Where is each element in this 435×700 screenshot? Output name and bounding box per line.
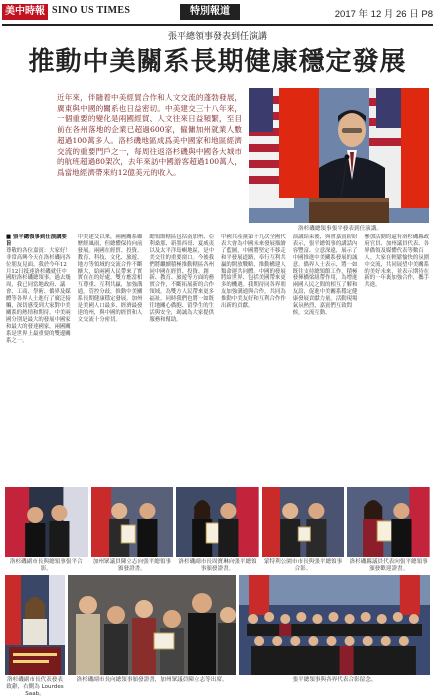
column-text: 尊敬的各位嘉賓：大家好！非常高興今天在洛杉磯同各位朋友見面。我於今年12月12日抵達洛杉磯就任中國駐洛杉磯總領事。過去幾周，我已同當地政府、議會、工商、學術、僑界及媒體等各界人士進行了廣泛接觸，深切感受到大家對中美關系的熱情和期待。中美兩國分別是最大的發展中國家和最大的發達國家，兩國關系是世界上最重要的雙邊關系之一。 <box>6 247 71 344</box>
article-column <box>6 234 72 482</box>
article-column <box>149 234 215 482</box>
photo <box>239 575 430 675</box>
crowd-photo-image <box>68 575 236 675</box>
photo-cell <box>5 575 65 698</box>
photo-caption: 洛杉磯副市長與總領事張平合影。 <box>9 559 83 572</box>
column-text: 總領館轄區包括南加州、亞利桑那、新墨西哥、夏威夷以及太平洋島嶼地區，是中美交往的重要窗口。今後我們將繼續積極推動轄區各州同中國在經貿、投資、創新、教育、旅遊等方面的務實合作，不斷拓展新的合作領域，為雙方人民帶來更多福祉。同時我們也將一如既往地關心僑胞、留學生的生活與安全，竭誠為大家提供服務和幫助。 <box>149 234 215 323</box>
photo-caption: 洛杉磯副市長周寶琳向張平總領事頒發證書。 <box>178 559 257 572</box>
photo-row <box>5 487 430 573</box>
photo <box>68 575 236 675</box>
photo-cell <box>68 575 236 698</box>
article-body <box>6 234 430 482</box>
photo-cell <box>262 487 345 573</box>
section-label: 特別報道 <box>180 4 240 20</box>
hero-photo <box>249 88 429 223</box>
certificate-photo-image <box>176 487 259 557</box>
headline: 推動中美關系長期健康穩定發展 <box>28 47 407 77</box>
photo-caption: 蒙特利公園市市長與張平總領事合影。 <box>263 559 343 572</box>
certificate-photo-image <box>347 487 430 557</box>
column-text: 演講結束後，與會嘉賓紛紛表示，張平總領事的講話內容豐富、立意深遠，展示了中國推進中美關系發展的誠意。僑界人士表示，將一如既往支持總領館工作，積極發揮橋梁紐帶作用，為增進兩國人民之間的相互了解和友誼，促進中美關系穩定健康發展貢獻力量。活動現場氣氛熱烈，嘉賓們互致問候，交流互動。 <box>292 234 358 316</box>
photo <box>91 487 174 557</box>
article-column <box>78 234 144 482</box>
dateline: 2017 年 12 月 26 日 P8 <box>334 9 433 20</box>
column-subhead: ■ 張平總領事到任演講要旨 <box>6 234 67 247</box>
page-header <box>2 2 433 26</box>
officials-photo-image <box>5 487 88 557</box>
newspaper-name: SINO US TIMES <box>52 5 131 16</box>
hero-caption: 洛杉磯總領事張平發表到任演講。 <box>298 226 382 232</box>
photo <box>5 575 65 675</box>
photo <box>262 487 345 557</box>
photo-cell <box>347 487 430 573</box>
photo-row <box>5 575 430 698</box>
article-column <box>221 234 287 482</box>
certificate-photo-image <box>91 487 174 557</box>
group-photo-image <box>239 575 430 675</box>
photo <box>347 487 430 557</box>
photo <box>5 487 88 557</box>
photo-caption: 洛杉磯縣議員代表向張平總領事頒發歡迎證書。 <box>349 559 428 572</box>
officials-photo-image <box>262 487 345 557</box>
column-text: 參加活動的還有洛杉磯縣政府官員、加州議員代表、各界僑領及媒體代表等數百人。大家在輕鬆愉快的氛圍中交流，共同展望中美關系的美好未來，並表示期待在新的一年裏加強合作，攜手共進。 <box>364 234 430 289</box>
newspaper-logo: 美中時報 <box>2 4 48 20</box>
article-column <box>293 234 359 482</box>
photo-caption: 加州眾議員陳立志向張平總領事頒發證書。 <box>92 559 172 572</box>
photo <box>176 487 259 557</box>
speaker-at-podium-image <box>249 88 429 223</box>
column-text: 中國共產黨第十九次全國代表大會為中國未來發展描繪了藍圖，中國將堅定不移走和平發展道路，奉行互利共贏的開放戰略，推動構建人類命運共同體。中國的發展將給世界、包括美國帶來更多的機遇。我期待同各界朋友加強溝通與合作，共同為推動中美友好和互利合作作出新的貢獻。 <box>221 234 286 310</box>
photo-cell <box>239 575 430 698</box>
photo-caption: 張平總領事與各界代表合影留念。 <box>292 677 377 683</box>
photo-cell <box>176 487 259 573</box>
column-text: 中美建交以來，兩國關系雖歷經風雨，但總體保持向前發展。兩國在經貿、投資、教育、科技、文化、旅遊、地方等領域的交流合作不斷擴大，給兩國人民帶來了實實在在的好處。雙方應當相互尊重、互利共贏，加強溝通，管控分歧，推動中美關系長期健康穩定發展。加州是美國人口最多、經濟最發達的州，與中國的經貿和人文交流十分密切。 <box>77 234 143 323</box>
photo-cell <box>5 487 88 573</box>
lead-paragraph: 近年來，伴隨着中美經貿合作和人文交流的蓬勃發展，廣東與中國的關系也日益密切。中美建交三十八年來，一個重要的變化是兩國經貿、人文往來日益頻繁，至目前在各州落地的企業已超過600家，僱傭加州就業人數超過100萬多人。洛杉磯地區成爲美中國家和地區經濟交流的重要門戶之一，每周往返洛杉磯與中國各大城市的航班超過80架次，去年來訪中國游客超過100萬人，爲當地經濟帶來約12億美元的收入。 <box>57 93 242 177</box>
kicker: 張平總領事發表到任演講 <box>167 32 267 42</box>
article-column <box>364 234 430 482</box>
photo-caption: 洛杉磯副市長向總領事頒發證書，加州眾議員陳立志等出席。 <box>76 677 228 683</box>
photo-cell <box>91 487 174 573</box>
speaker-photo-image <box>5 575 65 675</box>
photo-caption: 洛杉磯副市長代表發表致辭，右側為 Lourdes Saab。 <box>6 677 64 697</box>
